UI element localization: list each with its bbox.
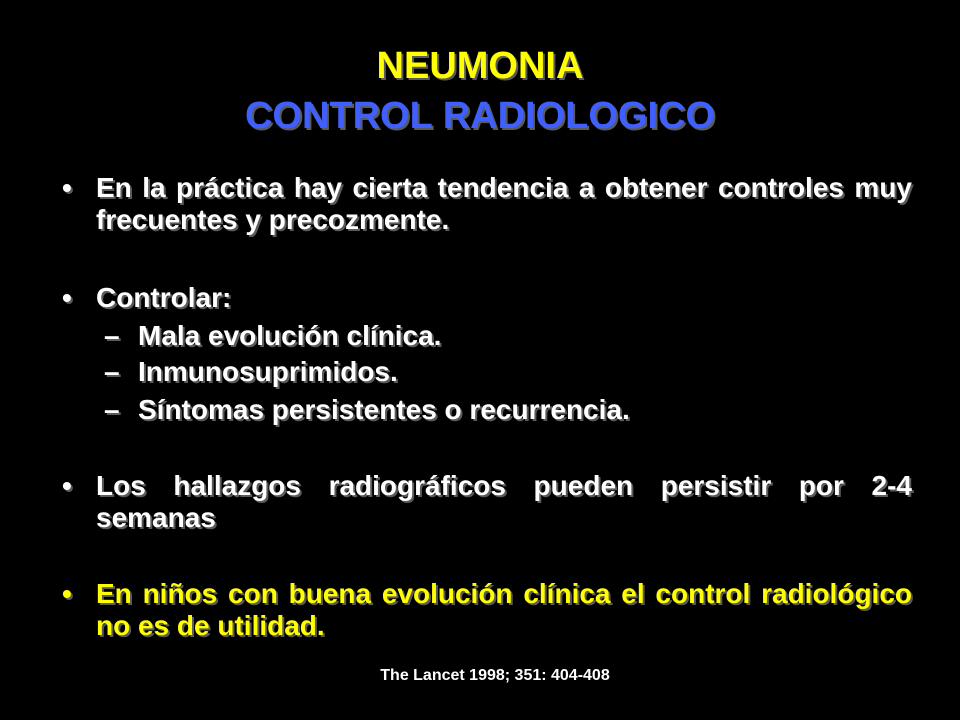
sub-item-1 bbox=[104, 320, 904, 352]
bullet-item-2 bbox=[62, 282, 912, 314]
slide-title: NEUMONIA bbox=[376, 45, 584, 87]
bullet-icon: • bbox=[62, 578, 72, 609]
bullet-text: En la práctica hay cierta tendencia a obtener controles muy frecuentes y precozmente. bbox=[96, 172, 912, 235]
sub-item-3 bbox=[104, 394, 904, 426]
slide-subtitle: CONTROL RADIOLOGICO bbox=[244, 95, 716, 137]
citation: The Lancet 1998; 351: 404-408 bbox=[380, 667, 610, 684]
bullet-text-highlight: En niños con buena evolución clínica el control radiológico no es de utilidad. bbox=[96, 578, 912, 641]
sub-item-text: Síntomas persistentes o recurrencia. bbox=[138, 394, 630, 425]
bullet-icon: • bbox=[62, 470, 72, 501]
dash-icon: – bbox=[104, 394, 120, 425]
sub-item-text: Mala evolución clínica. bbox=[138, 320, 442, 351]
bullet-item-3 bbox=[62, 470, 912, 534]
bullet-item-1 bbox=[62, 172, 912, 236]
sub-item-text: Inmunosuprimidos. bbox=[138, 356, 398, 387]
bullet-text: Controlar: bbox=[96, 282, 232, 313]
sub-item-2 bbox=[104, 356, 904, 388]
bullet-icon: • bbox=[62, 172, 72, 203]
bullet-item-4 bbox=[62, 578, 912, 642]
bullet-text: Los hallazgos radiográficos pueden persistir por 2-4 semanas bbox=[96, 470, 912, 533]
bullet-icon: • bbox=[62, 282, 72, 313]
dash-icon: – bbox=[104, 320, 120, 351]
dash-icon: – bbox=[104, 356, 120, 387]
